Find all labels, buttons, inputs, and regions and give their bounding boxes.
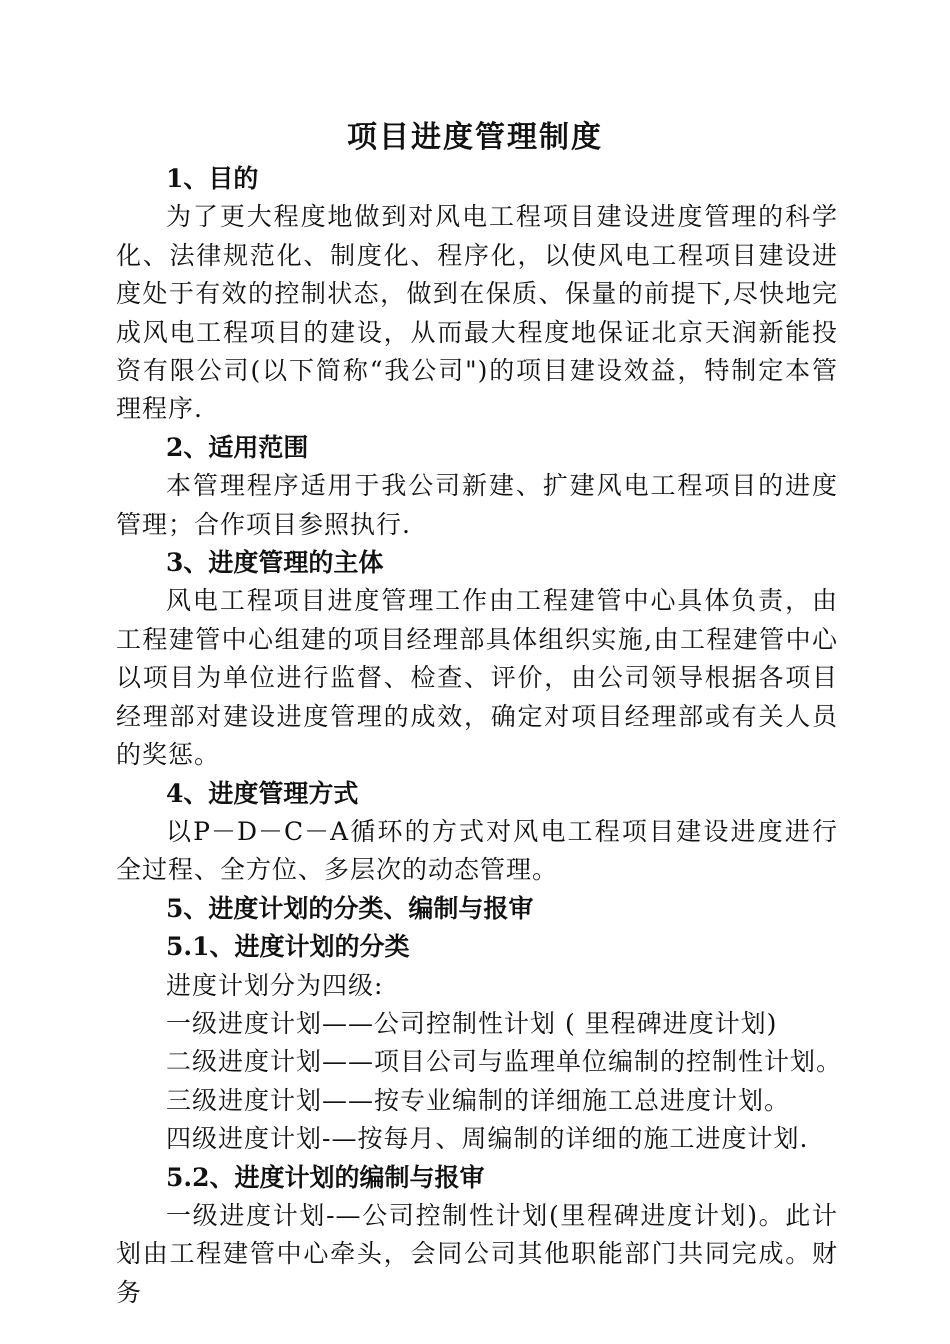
plan-level-2: 二级进度计划——项目公司与监理单位编制的控制性计划。	[166, 1047, 843, 1077]
section-1-heading: 1、目的	[166, 164, 259, 193]
section-3-heading: 3、进度管理的主体	[166, 548, 384, 578]
section-5-2-heading: 5.2、进度计划的编制与报审	[166, 1162, 485, 1192]
section-5-heading: 5、进度计划的分类、编制与报审	[166, 893, 534, 923]
section-5-1-heading: 5.1、进度计划的分类	[166, 932, 410, 962]
plan-level-3: 三级进度计划——按专业编制的详细施工总进度计划。	[166, 1085, 791, 1115]
section-2-paragraph: 本管理程序适用于我公司新建、扩建风电工程项目的进度管理；合作项目参照执行.	[116, 471, 838, 539]
section-1-paragraph: 为了更大程度地做到对风电工程项目建设进度管理的科学化、法律规范化、制度化、程序化，以使风电工程项目建设进度处于有效的控制状态，做到在保质、保量的前提下,尽快地完成风电工程项目的建设，从而最大程度地保证北京天润新能投资有限公司(以下简称“我公司")的项目建设效益，特制定本管理程序.	[116, 202, 838, 424]
section-5-1-intro: 进度计划分为四级:	[166, 970, 384, 1000]
plan-level-4: 四级进度计划-—按每月、周编制的详细的施工进度计划.	[166, 1124, 809, 1154]
section-2-heading: 2、适用范围	[166, 432, 309, 462]
section-5-2-paragraph: 一级进度计划-—公司控制性计划(里程碑进度计划)。此计划由工程建管中心牵头，会同公司其他职能部门共同完成。财务	[116, 1200, 838, 1307]
document-title: 项目进度管理制度	[347, 120, 603, 155]
section-3-paragraph: 风电工程项目进度管理工作由工程建管中心具体负责，由工程建管中心组建的项目经理部具体组织实施,由工程建管中心以项目为单位进行监督、检查、评价，由公司领导根据各项目经理部对建设进度管理的成效，确定对项目经理部或有关人员的奖惩。	[116, 586, 838, 770]
document-body	[116, 160, 843, 1312]
section-4-paragraph: 以P－D－C－A循环的方式对风电工程项目建设进度进行全过程、全方位、多层次的动态管理。	[116, 816, 838, 885]
section-4-heading: 4、进度管理方式	[166, 778, 359, 808]
plan-level-1: 一级进度计划——公司控制性计划 ( 里程碑进度计划)	[166, 1008, 778, 1038]
